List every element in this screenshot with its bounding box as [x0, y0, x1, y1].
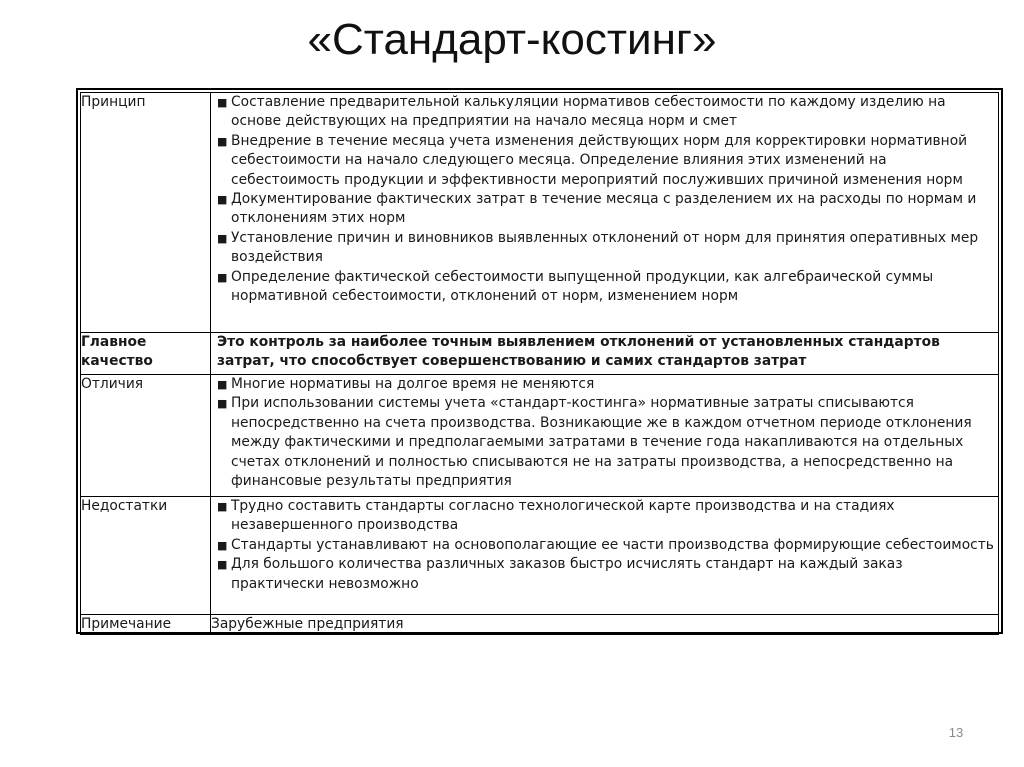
row-label-main-quality: Главное качество — [81, 333, 211, 375]
row-content-main-quality: Это контроль за наиболее точным выявлением отклонений от установленных стандартов затрат, что способствует совершенствованию и самих стандартов затрат — [211, 333, 999, 375]
row-content-differences — [211, 375, 999, 497]
list-item — [211, 93, 998, 132]
row-label-disadvantages: Недостатки — [81, 497, 211, 615]
bullet-icon: ■ — [217, 558, 228, 572]
bullet-icon: ■ — [217, 270, 228, 284]
list-item — [211, 132, 998, 190]
list-item-text: Трудно составить стандарты согласно технологической карте производства и на стадиях незавершенного производства — [231, 498, 895, 534]
bullet-icon: ■ — [217, 378, 228, 391]
list-item-text: Определение фактической себестоимости выпущенной продукции, как алгебраической суммы нормативной себестоимости, отклонений от норм, изменением норм — [231, 268, 934, 305]
list-item-text: Составление предварительной калькуляции нормативов себестоимости по каждому изделию на основе действующих на предприятии на начало месяца норм и смет — [231, 94, 946, 130]
list-item — [211, 497, 998, 536]
list-item-text: Внедрение в течение месяца учета изменения действующих норм для корректировки нормативной себестоимости на начало следующего месяца. Определение влияния этих изменений на себестоимость продукции и эффективности мероприятий послуживших причиной изменения норм — [231, 132, 968, 188]
table-row-differences — [81, 375, 999, 497]
row-label-differences: Отличия — [81, 375, 211, 497]
row-label-principle: Принцип — [81, 93, 211, 333]
list-item-text: При использовании системы учета «стандарт-костинга» нормативные затраты списываются непосредственно на счета производства. Возникающие же в каждом отчетном периоде отклонения между фактическими и предполагаемыми затратами в течение года накапливаются на отдельных счетах отклонений и полностью списываются не на затраты производства, а непосредственно на финансовые результаты предприятия — [231, 395, 972, 490]
list-item — [211, 229, 998, 268]
list-item — [211, 375, 998, 394]
bullet-icon: ■ — [217, 538, 228, 552]
list-item-text: Стандарты устанавливают на основополагающие ее части производства формирующие себестоимость — [231, 536, 994, 553]
list-item — [211, 536, 998, 555]
list-item — [211, 190, 998, 229]
list-item-text: Для большого количества различных заказов быстро исчислять стандарт на каждый заказ практически невозможно — [231, 556, 903, 592]
row-content-principle — [211, 93, 999, 333]
list-item — [211, 555, 998, 594]
bullet-icon: ■ — [217, 397, 228, 411]
bullet-icon: ■ — [217, 500, 228, 513]
costing-table — [76, 88, 1003, 634]
slide-number: 13 — [948, 725, 964, 740]
row-content-disadvantages — [211, 497, 999, 615]
table-row-principle — [81, 93, 999, 333]
list-item-text: Многие нормативы на долгое время не меняются — [231, 376, 595, 392]
list-item — [211, 268, 998, 307]
list-item-text: Установление причин и виновников выявленных отклонений от норм для принятия оперативных мер воздействия — [231, 229, 979, 266]
bullet-icon: ■ — [217, 134, 228, 148]
table-row-disadvantages — [81, 497, 999, 615]
row-label-note: Примечание — [81, 615, 211, 635]
bullet-icon: ■ — [217, 96, 228, 109]
bullet-icon: ■ — [217, 193, 228, 207]
list-item-text: Документирование фактических затрат в течение месяца с разделением их на расходы по нормам и отклонениям этих норм — [231, 191, 977, 227]
bullet-icon: ■ — [217, 231, 228, 245]
table-row-main-quality — [81, 333, 999, 375]
slide-title: «Стандарт-костинг» — [307, 15, 717, 64]
costing-table-grid — [80, 92, 999, 635]
table-row-note — [81, 615, 999, 635]
list-item — [211, 394, 998, 491]
row-content-note: Зарубежные предприятия — [211, 615, 999, 635]
